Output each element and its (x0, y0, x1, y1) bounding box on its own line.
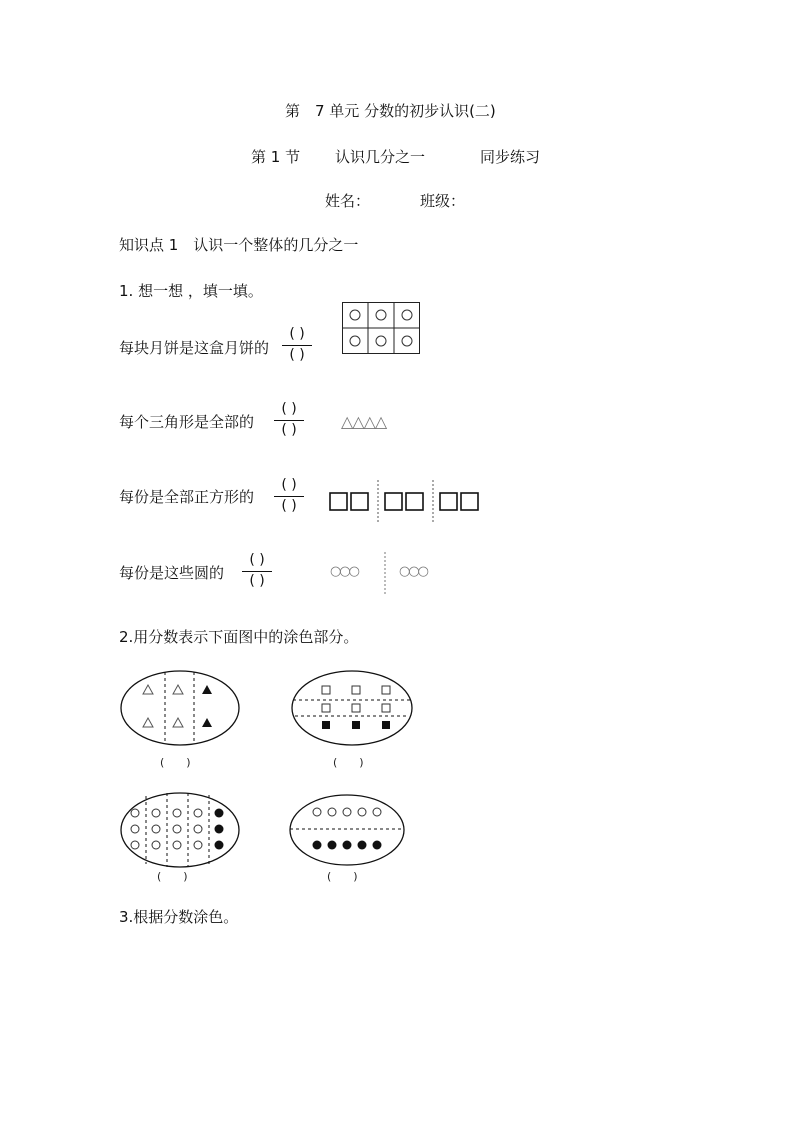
circle-filled-icon (328, 841, 337, 850)
triangle-filled-icon (202, 718, 212, 727)
triangle-outline-icon (143, 685, 153, 694)
knowledge-point-heading: 知识点 1 认识一个整体的几分之一 (119, 236, 359, 254)
fraction-numerator[interactable]: ( ) (289, 326, 305, 342)
circle-outline-icon (131, 809, 139, 817)
circles-right-group: ○○○ (399, 564, 428, 579)
square-shape (461, 493, 478, 510)
answer-blank-b[interactable]: ( ) (333, 756, 364, 769)
practice-label: 同步练习 (480, 148, 541, 166)
fraction-numerator[interactable]: ( ) (249, 552, 265, 568)
square-outline-icon (382, 704, 390, 712)
circle-outline-icon (373, 808, 381, 816)
fraction-bar (242, 571, 272, 572)
circle-filled-icon (215, 841, 224, 850)
section-number: 第 1 节 (251, 148, 301, 166)
circle-outline-icon (173, 841, 181, 849)
square-shape (440, 493, 457, 510)
q1-item-4-fraction[interactable] (240, 553, 274, 590)
circle-outline-icon (343, 808, 351, 816)
square-shape (351, 493, 368, 510)
circle-outline-icon (173, 809, 181, 817)
square-shape (385, 493, 402, 510)
mooncake-icon (376, 310, 386, 320)
oval-figure-c (118, 790, 242, 870)
square-filled-icon (382, 721, 390, 729)
circle-filled-icon (358, 841, 367, 850)
fraction-bar (274, 420, 304, 421)
q1-item-2-fraction[interactable] (272, 402, 306, 439)
fraction-numerator[interactable]: ( ) (281, 477, 297, 493)
circles-left-group: ○○○ (330, 564, 359, 579)
q1-item-2-label: 每个三角形是全部的 (119, 413, 255, 431)
circle-outline-icon (328, 808, 336, 816)
triangles-group: △△△△ (341, 412, 387, 431)
class-label: 班级： (420, 192, 466, 210)
answer-blank-a[interactable]: ( ) (160, 756, 191, 769)
circle-filled-icon (373, 841, 382, 850)
oval-figure-a (118, 668, 242, 748)
answer-blank-c[interactable]: ( ) (157, 870, 188, 883)
square-filled-icon (322, 721, 330, 729)
square-shape (330, 493, 347, 510)
oval-figure-d (287, 792, 407, 868)
circle-outline-icon (152, 841, 160, 849)
square-filled-icon (352, 721, 360, 729)
q1-item-3-fraction[interactable] (272, 478, 306, 515)
mooncake-icon (402, 310, 412, 320)
circle-outline-icon (313, 808, 321, 816)
q1-item-4-label: 每份是这些圆的 (119, 564, 225, 582)
question-2-title: 2.用分数表示下面图中的涂色部分。 (119, 628, 359, 646)
mooncake-icon (402, 336, 412, 346)
fraction-denominator[interactable]: ( ) (249, 573, 265, 589)
fraction-denominator[interactable]: ( ) (281, 498, 297, 514)
name-label: 姓名： (325, 192, 371, 210)
q1-item-1-fraction[interactable] (280, 327, 314, 364)
fraction-denominator[interactable]: ( ) (289, 347, 305, 363)
square-outline-icon (352, 686, 360, 694)
mooncake-icon (350, 336, 360, 346)
fraction-bar (274, 496, 304, 497)
square-shape (406, 493, 423, 510)
circle-filled-icon (343, 841, 352, 850)
triangle-outline-icon (143, 718, 153, 727)
triangle-outline-icon (173, 718, 183, 727)
q1-item-1-label: 每块月饼是这盒月饼的 (119, 339, 270, 357)
question-1-title: 1. 想一想 ，填一填。 (119, 282, 263, 300)
section-topic: 认识几分之一 (335, 148, 426, 166)
square-outline-icon (322, 704, 330, 712)
circle-outline-icon (194, 841, 202, 849)
oval-figure-b (290, 668, 414, 748)
triangle-filled-icon (202, 685, 212, 694)
square-outline-icon (322, 686, 330, 694)
mooncake-box-grid (342, 302, 420, 354)
circle-filled-icon (215, 825, 224, 834)
circle-filled-icon (313, 841, 322, 850)
unit-title: 第 7 单元 分数的初步认识(二) (285, 102, 496, 120)
circle-outline-icon (131, 825, 139, 833)
square-outline-icon (382, 686, 390, 694)
mooncake-icon (350, 310, 360, 320)
circle-outline-icon (152, 809, 160, 817)
circles-divider (384, 552, 386, 594)
triangle-outline-icon (173, 685, 183, 694)
fraction-denominator[interactable]: ( ) (281, 422, 297, 438)
circle-outline-icon (131, 841, 139, 849)
mooncake-icon (376, 336, 386, 346)
circle-filled-icon (215, 809, 224, 818)
circle-outline-icon (173, 825, 181, 833)
question-3-title: 3.根据分数涂色。 (119, 908, 239, 926)
q1-item-3-label: 每份是全部正方形的 (119, 488, 255, 506)
fraction-bar (282, 345, 312, 346)
circle-outline-icon (194, 825, 202, 833)
circle-outline-icon (358, 808, 366, 816)
circle-outline-icon (152, 825, 160, 833)
answer-blank-d[interactable]: ( ) (327, 870, 358, 883)
circle-outline-icon (194, 809, 202, 817)
square-outline-icon (352, 704, 360, 712)
squares-group (328, 480, 488, 524)
fraction-numerator[interactable]: ( ) (281, 401, 297, 417)
